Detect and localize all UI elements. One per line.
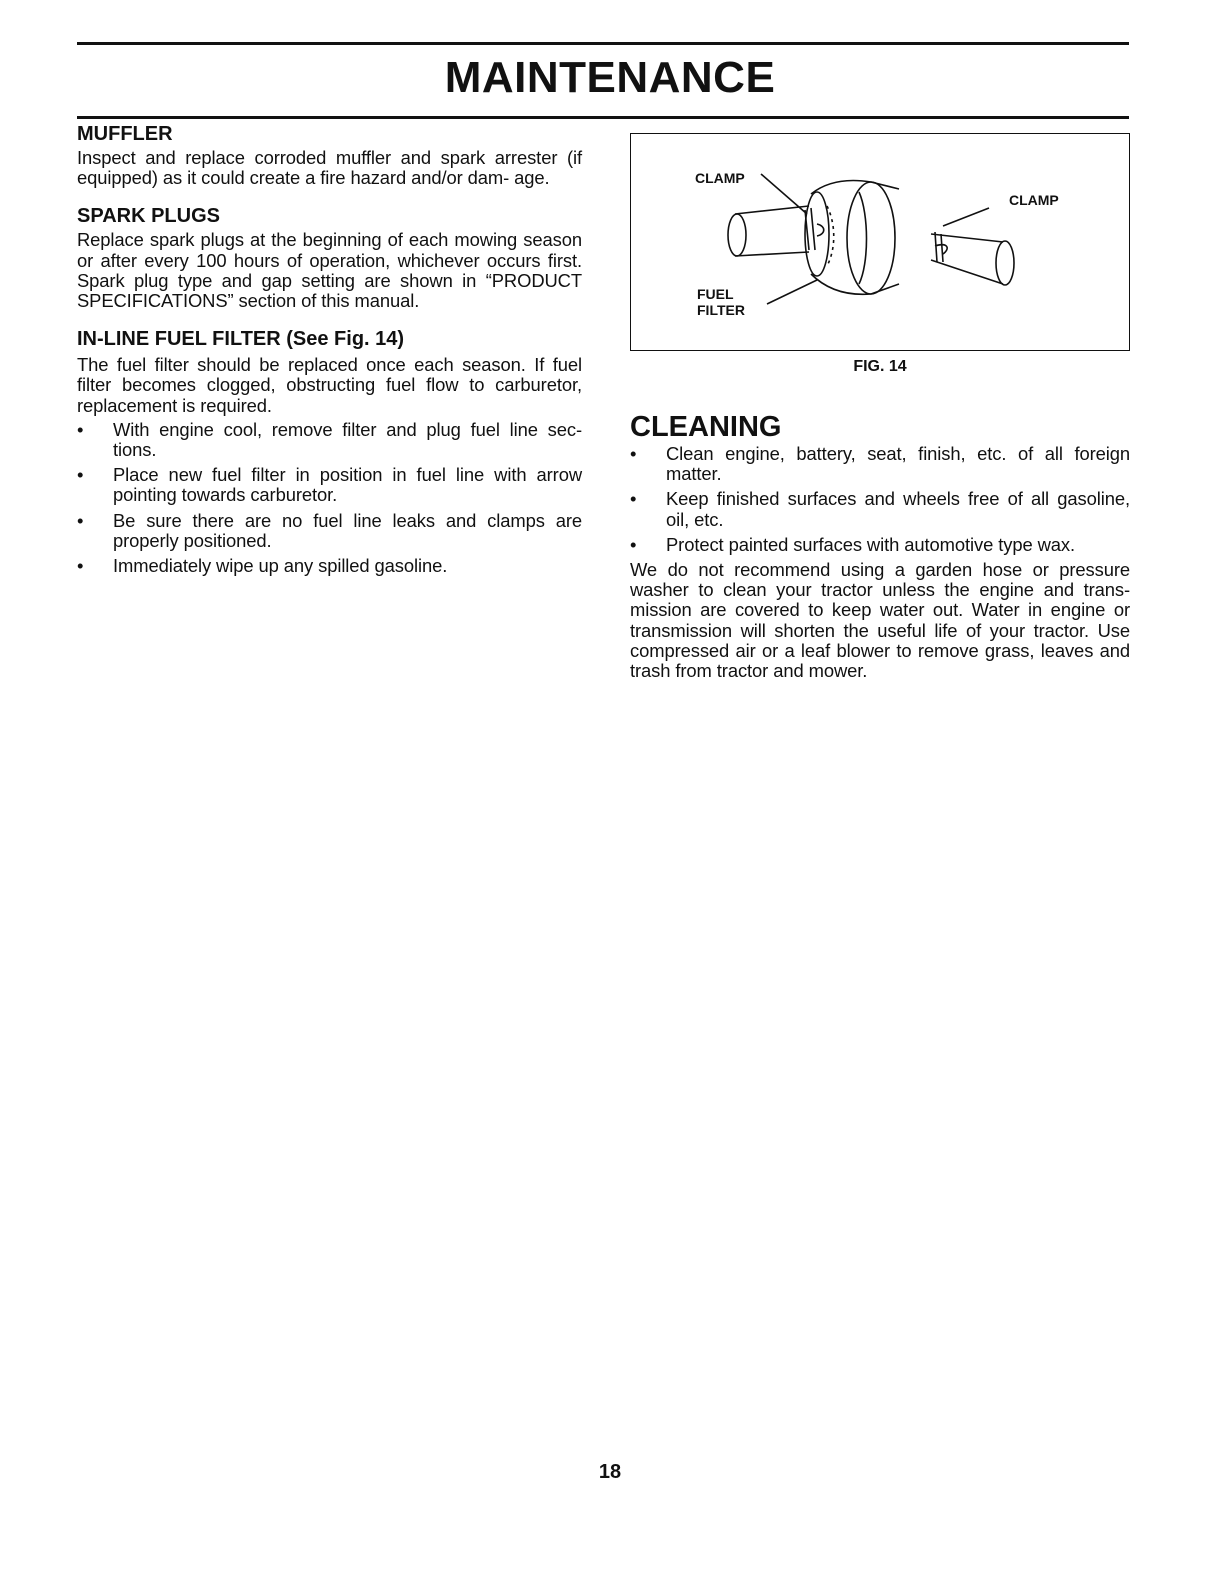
list-item: [77, 511, 582, 551]
muffler-section: [77, 120, 582, 188]
bullet-icon: •: [77, 509, 84, 531]
list-item-text: Immediately wipe up any spilled gasoline.: [113, 555, 448, 577]
cleaning-section: [630, 410, 1130, 681]
bullet-icon: •: [77, 418, 84, 440]
bullet-icon: •: [630, 488, 637, 510]
filter-left-face: [805, 192, 829, 276]
filter-rim: [847, 182, 895, 294]
cleaning-heading: CLEANING: [630, 411, 782, 443]
list-item-text: Protect painted surfaces with automotive type wax.: [666, 533, 1075, 555]
fuel-filter-section: [77, 325, 582, 576]
list-item: [630, 489, 1130, 529]
list-item: [77, 420, 582, 460]
fuel-filter-text: The fuel filter should be replaced once each season. If fuel filter becomes clogged, obstructing fuel flow to carburetor, replacement is required.: [77, 354, 582, 416]
leader-clamp-right: [943, 208, 989, 226]
label-clamp-left: CLAMP: [695, 170, 745, 186]
page-title: MAINTENANCE: [444, 53, 776, 102]
list-item-text: Keep finished surfaces and wheels free of all gasoline, oil, etc.: [666, 488, 1130, 530]
list-item-text: Clean engine, battery, seat, finish, etc. of all foreign matter.: [666, 443, 1130, 485]
bullet-icon: •: [77, 555, 84, 577]
top-rule: [77, 42, 1129, 45]
page-number: 18: [598, 1461, 622, 1483]
left-clamp: [805, 208, 824, 250]
figure-14-box: [630, 133, 1130, 351]
list-item: [77, 556, 582, 576]
title-underline-rule: [77, 116, 1129, 119]
leader-fuel-filter: [767, 280, 817, 304]
muffler-heading: MUFFLER: [77, 123, 173, 145]
left-hose-end: [728, 214, 746, 256]
label-clamp-right: CLAMP: [1009, 192, 1059, 208]
label-filter: FILTER: [697, 302, 745, 318]
cleaning-text: We do not recommend using a garden hose or pressure washer to clean your tractor unless the engine and trans- mission are covered to keep water out. Water in engine or transmission will shorten the useful life of your tractor. Use compressed air or a leaf blower to remove grass, leaves and trash from tractor and mower.: [630, 559, 1130, 682]
muffler-text: Inspect and replace corroded muffler and spark arrester (if equipped) as it could create a fire hazard and/or dam- age.: [77, 147, 582, 189]
cleaning-steps: [630, 444, 1130, 555]
spark-plugs-text: Replace spark plugs at the beginning of each mowing season or after every 100 hours of operation, whichever occurs first. Spark plug type and gap setting are shown in “PRODUCT SPECIFICATIONS” section of this manual.: [77, 229, 582, 312]
left-column: [77, 120, 582, 590]
list-item-text: Place new fuel filter in position in fuel line with arrow pointing towards carburetor.: [113, 464, 582, 506]
spark-plugs-heading: SPARK PLUGS: [77, 205, 220, 228]
spark-plugs-section: [77, 202, 582, 311]
label-fuel: FUEL: [697, 286, 734, 302]
bullet-icon: •: [630, 443, 637, 464]
list-item: [630, 444, 1130, 484]
filter-rib: [859, 192, 867, 284]
figure-caption: FIG. 14: [853, 358, 907, 375]
list-item-text: With engine cool, remove filter and plug fuel line sec- tions.: [113, 418, 582, 461]
fuel-filter-steps: [77, 420, 582, 576]
bullet-icon: •: [630, 533, 637, 555]
right-hose-end: [996, 241, 1014, 285]
list-item: [630, 535, 1130, 555]
list-item-text: Be sure there are no fuel line leaks and clamps are properly positioned.: [113, 509, 582, 551]
fuel-filter-heading: IN-LINE FUEL FILTER (See Fig. 14): [77, 328, 405, 351]
list-item: [77, 465, 582, 505]
right-clamp: [935, 232, 947, 262]
bullet-icon: •: [77, 464, 84, 486]
